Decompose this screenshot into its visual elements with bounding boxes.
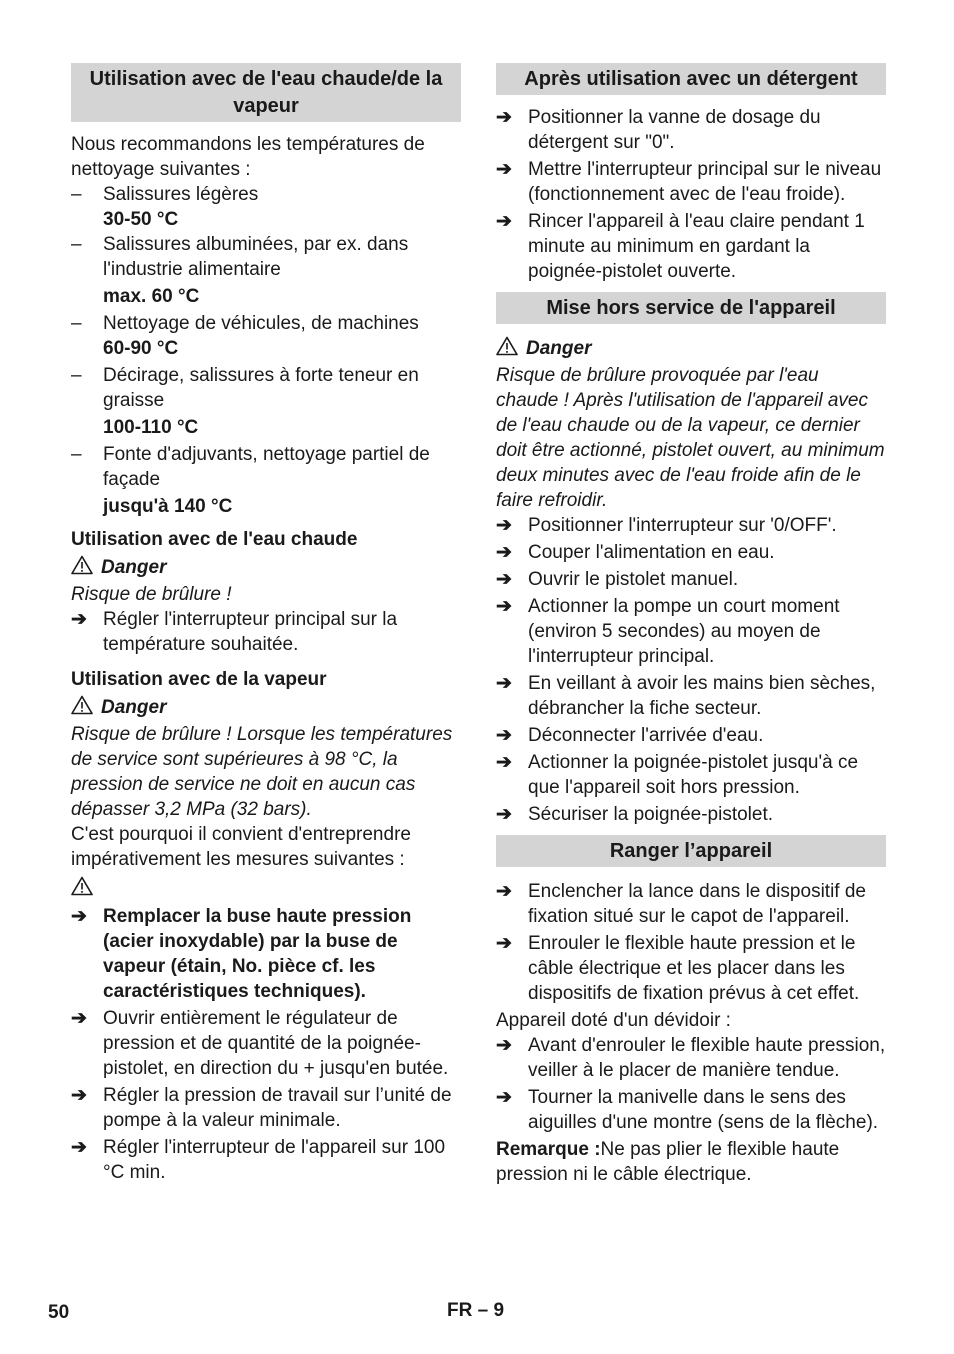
- step-item: [71, 1006, 461, 1081]
- danger-warning: Risque de brûlure !: [71, 584, 232, 605]
- step-text: Mettre l'interrupteur principal sur le niveau (fonctionnement avec de l'eau froide).: [528, 159, 882, 205]
- step-text: Tourner la manivelle dans le sens des aiguilles d'une montre (sens de la flèche).: [528, 1087, 879, 1133]
- arrow-bullet-icon: ➔: [496, 569, 512, 590]
- danger-text: Danger: [101, 557, 167, 578]
- temp-value: jusqu'à 140 °C: [103, 496, 233, 517]
- language-page-label: FR – 9: [447, 1300, 505, 1321]
- step-text: Ouvrir le pistolet manuel.: [528, 569, 739, 590]
- arrow-bullet-icon: ➔: [496, 159, 512, 180]
- section-heading-storage: Ranger l’appareil: [496, 835, 886, 867]
- temp-value: 60-90 °C: [103, 338, 179, 359]
- arrow-bullet-icon: ➔: [496, 881, 512, 902]
- warning-row: [71, 872, 461, 902]
- temp-label: Salissures légères: [103, 184, 259, 205]
- step-item: [496, 1085, 886, 1135]
- warning-triangle-icon: [496, 336, 518, 356]
- reel-intro: Appareil doté d'un dévidoir :: [496, 1010, 731, 1031]
- arrow-bullet-icon: ➔: [496, 107, 512, 128]
- warning-triangle-icon: [71, 876, 93, 896]
- warning-triangle-icon: [71, 555, 93, 575]
- step-item: [496, 723, 886, 748]
- dash-bullet: –: [71, 234, 82, 255]
- remark-text: Ne pas plier le flexible haute pression ni le câble électrique.: [496, 1139, 840, 1185]
- step-text: Régler l'interrupteur principal sur la température souhaitée.: [103, 609, 398, 655]
- step-item: [71, 607, 461, 657]
- step-text: Avant d'enrouler le flexible haute pression, veiller à le placer de manière tendue.: [528, 1035, 886, 1081]
- subheading-hot-water: Utilisation avec de l'eau chaude: [71, 529, 358, 550]
- arrow-bullet-icon: ➔: [71, 1008, 87, 1029]
- step-text: Enrouler le flexible haute pression et le câble électrique et les placer dans les dispositifs de fixation prévus à cet effet.: [528, 933, 860, 1004]
- step-item: [71, 1083, 461, 1133]
- remark-label: Remarque :: [496, 1139, 601, 1160]
- arrow-bullet-icon: ➔: [496, 211, 512, 232]
- step-text: Actionner la poignée-pistolet jusqu'à ce que l'appareil soit hors pression.: [528, 752, 859, 798]
- arrow-bullet-icon: ➔: [496, 542, 512, 563]
- step-text: Actionner la pompe un court moment (environ 5 secondes) au moyen de l'interrupteur principal.: [528, 596, 840, 667]
- danger-text: Danger: [101, 697, 167, 718]
- temp-item: [71, 232, 461, 282]
- arrow-bullet-icon: ➔: [496, 725, 512, 746]
- section-heading-shutdown: Mise hors service de l'appareil: [496, 292, 886, 324]
- step-text: Enclencher la lance dans le dispositif de fixation situé sur le capot de l'appareil.: [528, 881, 866, 927]
- step-item: [496, 879, 886, 929]
- temp-value: 30-50 °C: [103, 209, 179, 230]
- step-text: Remplacer la buse haute pression (acier inoxydable) par la buse de vapeur (étain, No. pièce cf. les caractéristiques techniques).: [103, 906, 412, 1002]
- subheading-steam: Utilisation avec de la vapeur: [71, 669, 327, 690]
- step-text: Régler l'interrupteur de l'appareil sur 100 °C min.: [103, 1137, 446, 1183]
- step-text: Couper l'alimentation en eau.: [528, 542, 775, 563]
- temp-label: Salissures albuminées, par ex. dans l'industrie alimentaire: [103, 234, 409, 280]
- step-text: Sécuriser la poignée-pistolet.: [528, 804, 774, 825]
- step-text: Régler la pression de travail sur l’unité de pompe à la valeur minimale.: [103, 1085, 452, 1131]
- step-text: En veillant à avoir les mains bien sèches, débrancher la fiche secteur.: [528, 673, 876, 719]
- dash-bullet: –: [71, 313, 82, 334]
- intro-text: Nous recommandons les températures de nettoyage suivantes :: [71, 134, 425, 180]
- temp-label: Fonte d'adjuvants, nettoyage partiel de façade: [103, 444, 430, 490]
- arrow-bullet-icon: ➔: [71, 1085, 87, 1106]
- arrow-bullet-icon: ➔: [496, 596, 512, 617]
- step-item: [496, 105, 886, 155]
- step-item: [496, 931, 886, 1006]
- step-item: [496, 802, 886, 827]
- step-item: [496, 750, 886, 800]
- arrow-bullet-icon: ➔: [496, 1035, 512, 1056]
- step-item: [496, 209, 886, 284]
- step-item: [496, 594, 886, 669]
- temp-label: Décirage, salissures à forte teneur en graisse: [103, 365, 419, 411]
- arrow-bullet-icon: ➔: [496, 752, 512, 773]
- arrow-bullet-icon: ➔: [496, 1087, 512, 1108]
- page-number: 50: [48, 1302, 70, 1323]
- arrow-bullet-icon: ➔: [71, 609, 87, 630]
- step-item: [496, 157, 886, 207]
- danger-label: [496, 336, 886, 361]
- step-text: Rincer l'appareil à l'eau claire pendant 1 minute au minimum en gardant la poignée-pistolet ouverte.: [528, 211, 865, 282]
- step-item: [71, 904, 461, 1004]
- temp-value: max. 60 °C: [103, 286, 200, 307]
- danger-text: Danger: [526, 338, 592, 359]
- temp-item: [71, 363, 461, 413]
- right-column: [496, 63, 886, 1187]
- arrow-bullet-icon: ➔: [71, 1137, 87, 1158]
- temp-item: [71, 311, 461, 336]
- step-text: Ouvrir entièrement le régulateur de pression et de quantité de la poignée-pistolet, en direction du + jusqu'en butée.: [103, 1008, 449, 1079]
- section-heading-after-detergent: Après utilisation avec un détergent: [496, 63, 886, 95]
- dash-bullet: –: [71, 365, 82, 386]
- step-item: [496, 1033, 886, 1083]
- temp-item: [71, 182, 461, 207]
- danger-warning: Risque de brûlure provoquée par l'eau chaude ! Après l'utilisation de l'appareil avec de l'eau chaude ou de la vapeur, ce dernier doit être actionné, pistolet ouvert, au minimum deux minutes avec de l'eau froide afin de le faire refroidir.: [496, 365, 885, 511]
- danger-label: [71, 555, 461, 580]
- temp-label: Nettoyage de véhicules, de machines: [103, 313, 419, 334]
- arrow-bullet-icon: ➔: [496, 673, 512, 694]
- dash-bullet: –: [71, 184, 82, 205]
- step-item: [496, 513, 886, 538]
- step-text: Déconnecter l'arrivée d'eau.: [528, 725, 764, 746]
- step-text: Positionner l'interrupteur sur '0/OFF'.: [528, 515, 837, 536]
- section-heading-hot-water-steam: Utilisation avec de l'eau chaude/de la vapeur: [71, 63, 461, 122]
- step-item: [496, 567, 886, 592]
- temp-item: [71, 442, 461, 492]
- note-text: C'est pourquoi il convient d'entreprendre impérativement les mesures suivantes :: [71, 824, 411, 870]
- remark: [496, 1137, 886, 1187]
- step-item: [496, 540, 886, 565]
- step-item: [71, 1135, 461, 1185]
- dash-bullet: –: [71, 444, 82, 465]
- step-item: [496, 671, 886, 721]
- left-column: [71, 63, 461, 1185]
- arrow-bullet-icon: ➔: [71, 906, 87, 927]
- danger-label: [71, 695, 461, 720]
- arrow-bullet-icon: ➔: [496, 515, 512, 536]
- danger-warning: Risque de brûlure ! Lorsque les températures de service sont supérieures à 98 °C, la pression de service ne doit en aucun cas dépasser 3,2 MPa (32 bars).: [71, 724, 453, 820]
- arrow-bullet-icon: ➔: [496, 804, 512, 825]
- temp-value: 100-110 °C: [103, 417, 199, 438]
- warning-triangle-icon: [71, 695, 93, 715]
- step-text: Positionner la vanne de dosage du détergent sur "0".: [528, 107, 821, 153]
- arrow-bullet-icon: ➔: [496, 933, 512, 954]
